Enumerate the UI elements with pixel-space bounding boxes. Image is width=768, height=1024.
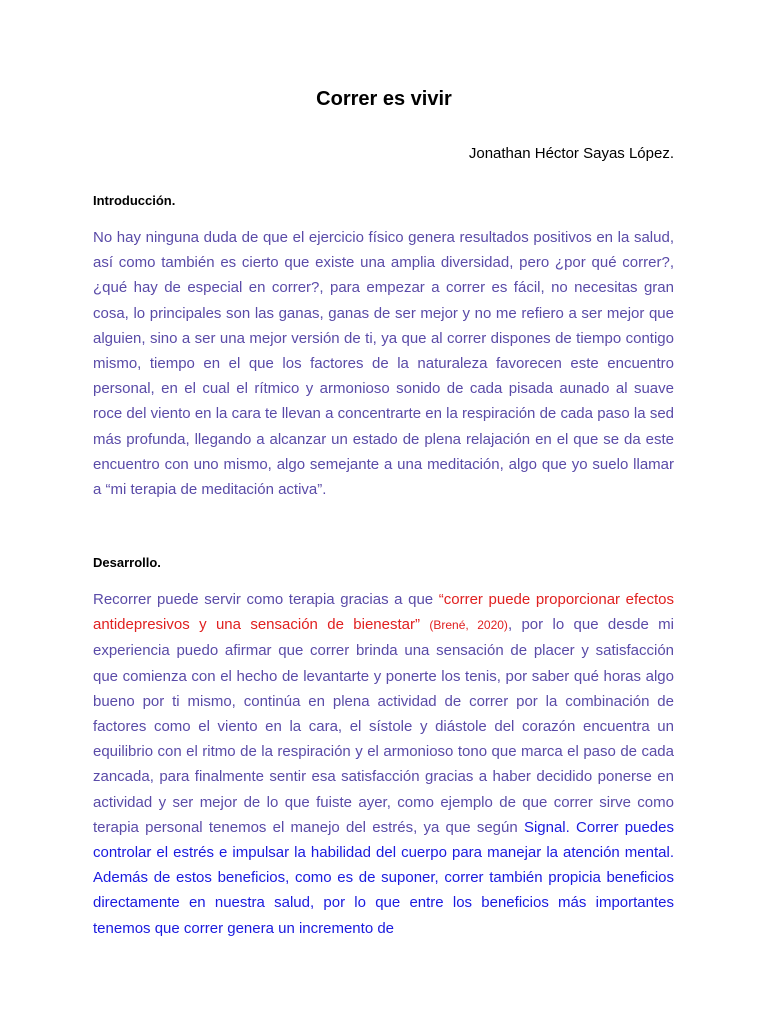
development-paragraph [93, 587, 674, 941]
section-heading-intro: Introducción. [93, 193, 176, 208]
highlighted-text: Signal. Correr puedes controlar el estrés e impulsar la habilidad del cuerpo para manejar la atención mental. Además de estos beneficios, como es de suponer, correr también propicia beneficios directamente en nuestra salud, por lo que entre los beneficios más importantes tenemos que correr genera un incremento de [93, 818, 674, 937]
citation: (Brené, 2020) [429, 618, 508, 633]
quoted-text: “correr puede proporcionar efectos antidepresivos y una sensación de bienestar” [93, 591, 674, 634]
document-title: Correr es vivir [316, 88, 452, 110]
section-heading-development: Desarrollo. [93, 555, 161, 570]
development-text-intro: Recorrer puede servir como terapia gracias a que [93, 591, 439, 608]
intro-paragraph: No hay ninguna duda de que el ejercicio físico genera resultados positivos en la salud, así como también es cierto que existe una amplia diversidad, pero ¿por qué correr?, ¿qué hay de especial en correr?, para empezar a correr es fácil, no necesitas gran cosa, lo principales son las ganas, ganas de ser mejor y no me refiero a ser mejor que alguien, sino a ser una mejor versión de ti, ya que al correr dispones de tiempo contigo mismo, tiempo en el que los factores de la naturaleza favorecen este encuentro personal, en el cual el rítmico y armonioso sonido de cada pisada aunado al suave roce del viento en la cara te llevan a concentrarte en la respiración de cada paso la sed más profunda, llegando a alcanzar un estado de plena relajación en el que se da este encuentro con uno mismo, algo semejante a una meditación, algo que yo suelo llamar a “mi terapia de meditación activa”. [93, 229, 674, 499]
author-name: Jonathan Héctor Sayas López. [468, 145, 674, 162]
development-text-body: , por lo que desde mi experiencia puedo afirmar que correr brinda una sensación de placer y satisfacción que comienza con el hecho de levantarte y ponerte los tenis, por saber qué horas algo bueno por ti mismo, continúa en plena actividad de correr por la combinación de factores como el viento en la cara, el sístole y diástole del corazón encuentra un equilibrio con el ritmo de la respiración y el armonioso tono que marca el paso de cada zancada, para finalmente sentir esa satisfacción gracias a haber decidido ponerse en actividad y ser mejor de lo que fuiste ayer, como ejemplo de que correr sirve como terapia personal tenemos el manejo del estrés, ya que según [93, 616, 674, 836]
